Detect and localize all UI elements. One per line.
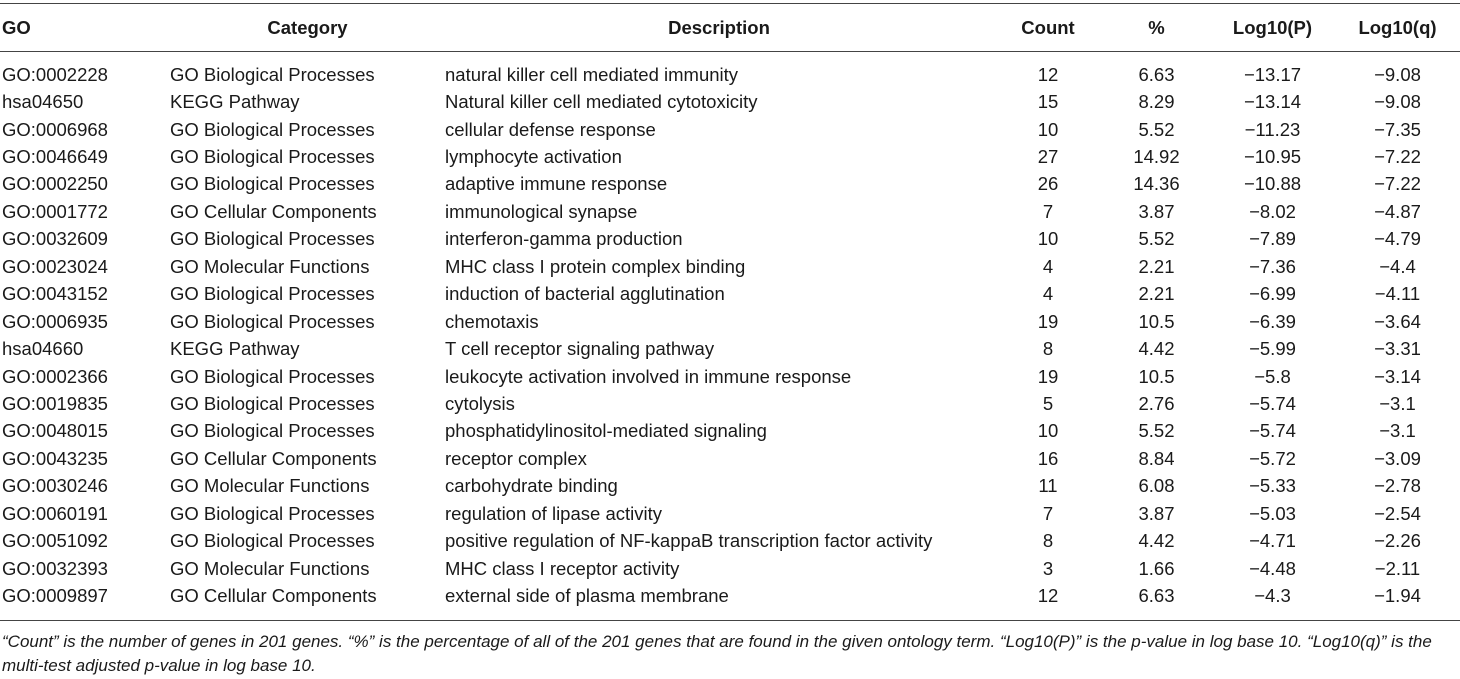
log10p-cell: −5.74 (1249, 392, 1296, 414)
percent-cell: 6.08 (1138, 475, 1175, 497)
table-row (0, 582, 1460, 609)
table-row (0, 527, 1460, 554)
log10q-cell: −4.79 (1374, 228, 1421, 250)
log10p-cell: −5.74 (1249, 420, 1296, 442)
log10q-cell: −7.22 (1374, 146, 1421, 168)
description-cell: interferon-gamma production (445, 228, 683, 250)
table-row (0, 363, 1460, 390)
table-row (0, 226, 1460, 253)
log10p-cell: −10.95 (1243, 146, 1302, 168)
table-row (0, 445, 1460, 472)
description-cell: chemotaxis (445, 310, 539, 332)
go-id-cell: GO:0032393 (2, 557, 108, 579)
table-row (0, 555, 1460, 582)
count-cell: 3 (1042, 557, 1054, 579)
count-cell: 12 (1037, 63, 1059, 85)
log10p-cell: −7.36 (1249, 255, 1296, 277)
category-cell: GO Biological Processes (170, 283, 375, 305)
description-cell: cellular defense response (445, 118, 656, 140)
log10q-cell: −9.08 (1374, 91, 1421, 113)
category-cell: GO Biological Processes (170, 63, 375, 85)
table-row (0, 500, 1460, 527)
category-cell: GO Biological Processes (170, 173, 375, 195)
count-cell: 11 (1038, 475, 1058, 497)
percent-cell: 3.87 (1138, 200, 1175, 222)
description-cell: MHC class I receptor activity (445, 557, 680, 579)
go-id-cell: GO:0006968 (2, 118, 108, 140)
count-cell: 10 (1037, 228, 1059, 250)
header-category: Category (267, 16, 348, 38)
count-cell: 8 (1042, 530, 1054, 552)
count-cell: 10 (1037, 118, 1059, 140)
category-cell: GO Biological Processes (170, 310, 375, 332)
table-row (0, 198, 1460, 225)
go-enrichment-table (0, 4, 1460, 610)
percent-cell: 10.5 (1138, 310, 1175, 332)
log10q-cell: −7.22 (1374, 173, 1421, 195)
category-cell: GO Biological Processes (170, 228, 375, 250)
count-cell: 7 (1042, 502, 1054, 524)
count-cell: 7 (1042, 200, 1054, 222)
log10q-cell: −4.87 (1374, 200, 1421, 222)
count-cell: 5 (1042, 392, 1054, 414)
go-id-cell: GO:0051092 (2, 530, 108, 552)
description-cell: adaptive immune response (445, 173, 668, 195)
go-id-cell: GO:0019835 (2, 392, 108, 414)
percent-cell: 10.5 (1138, 365, 1175, 387)
log10p-cell: −5.72 (1249, 447, 1296, 469)
table-row (0, 51, 1460, 88)
log10q-cell: −3.1 (1379, 392, 1416, 414)
log10p-cell: −13.17 (1243, 63, 1302, 85)
description-cell: phosphatidylinositol-mediated signaling (445, 420, 767, 442)
percent-cell: 5.52 (1138, 118, 1175, 140)
description-cell: leukocyte activation involved in immune response (445, 365, 852, 387)
category-cell: GO Biological Processes (170, 146, 375, 168)
go-id-cell: GO:0043152 (2, 283, 108, 305)
log10p-cell: −10.88 (1243, 173, 1302, 195)
table-row (0, 473, 1460, 500)
description-cell: T cell receptor signaling pathway (445, 338, 715, 360)
category-cell: GO Biological Processes (170, 392, 375, 414)
category-cell: GO Biological Processes (170, 365, 375, 387)
log10p-cell: −6.99 (1249, 283, 1296, 305)
table-row (0, 308, 1460, 335)
go-id-cell: GO:0032609 (2, 228, 108, 250)
category-cell: KEGG Pathway (170, 91, 300, 113)
log10p-cell: −5.03 (1249, 502, 1296, 524)
go-id-cell: GO:0023024 (2, 255, 108, 277)
percent-cell: 14.36 (1133, 173, 1180, 195)
go-id-cell: GO:0030246 (2, 475, 108, 497)
description-cell: MHC class I protein complex binding (445, 255, 746, 277)
percent-cell: 3.87 (1138, 502, 1175, 524)
table-row (0, 253, 1460, 280)
log10q-cell: −2.78 (1374, 475, 1421, 497)
header-percent: % (1148, 16, 1165, 38)
table-footnote: “Count” is the number of genes in 201 genes. “%” is the percentage of all of the 201 genes that are found in the given ontology term. “Log10(P)” is the p-value in log base 10. “Log10(q)” is the multi-test adjusted p-value in log base 10. (2, 632, 1432, 675)
go-id-cell: hsa04660 (2, 338, 84, 360)
description-cell: induction of bacterial agglutination (445, 283, 725, 305)
header-description: Description (668, 16, 770, 38)
count-cell: 26 (1037, 173, 1059, 195)
log10q-cell: −2.54 (1374, 502, 1421, 524)
count-cell: 15 (1037, 91, 1059, 113)
log10q-cell: −3.31 (1374, 338, 1421, 360)
log10p-cell: −4.48 (1249, 557, 1296, 579)
log10p-cell: −6.39 (1249, 310, 1296, 332)
table-row (0, 143, 1460, 170)
description-cell: immunological synapse (445, 200, 638, 222)
table-row (0, 88, 1460, 115)
log10q-cell: −2.26 (1374, 530, 1421, 552)
description-cell: receptor complex (445, 447, 587, 469)
category-cell: KEGG Pathway (170, 338, 300, 360)
go-id-cell: hsa04650 (2, 91, 84, 113)
go-id-cell: GO:0043235 (2, 447, 108, 469)
log10q-cell: −4.11 (1374, 283, 1421, 305)
category-cell: GO Molecular Functions (170, 255, 370, 277)
log10q-cell: −1.94 (1374, 585, 1421, 607)
log10q-cell: −3.1 (1379, 420, 1416, 442)
log10p-cell: −8.02 (1249, 200, 1296, 222)
category-cell: GO Biological Processes (170, 420, 375, 442)
description-cell: carbohydrate binding (445, 475, 618, 497)
count-cell: 19 (1037, 310, 1059, 332)
table-row (0, 335, 1460, 362)
description-cell: natural killer cell mediated immunity (445, 63, 739, 85)
go-id-cell: GO:0009897 (2, 585, 108, 607)
log10q-cell: −7.35 (1374, 118, 1421, 140)
log10p-cell: −7.89 (1249, 228, 1296, 250)
log10q-cell: −3.09 (1374, 447, 1421, 469)
log10q-cell: −4.4 (1379, 255, 1416, 277)
percent-cell: 8.84 (1138, 447, 1175, 469)
percent-cell: 6.63 (1138, 63, 1175, 85)
table-row (0, 390, 1460, 417)
header-count: Count (1021, 16, 1075, 38)
percent-cell: 2.76 (1138, 392, 1175, 414)
go-id-cell: GO:0002250 (2, 173, 108, 195)
category-cell: GO Cellular Components (170, 585, 377, 607)
percent-cell: 5.52 (1138, 420, 1175, 442)
category-cell: GO Cellular Components (170, 200, 377, 222)
count-cell: 8 (1042, 338, 1054, 360)
count-cell: 16 (1037, 447, 1059, 469)
log10q-cell: −9.08 (1374, 63, 1421, 85)
percent-cell: 5.52 (1138, 228, 1175, 250)
category-cell: GO Molecular Functions (170, 475, 370, 497)
count-cell: 27 (1037, 146, 1059, 168)
log10p-cell: −11.23 (1244, 118, 1301, 140)
log10p-cell: −5.8 (1254, 365, 1291, 387)
log10p-cell: −4.71 (1249, 530, 1296, 552)
header-row (0, 4, 1460, 51)
category-cell: GO Biological Processes (170, 502, 375, 524)
log10q-cell: −3.64 (1374, 310, 1421, 332)
header-go: GO (2, 16, 31, 38)
go-id-cell: GO:0060191 (2, 502, 108, 524)
percent-cell: 2.21 (1138, 283, 1175, 305)
table-row (0, 418, 1460, 445)
description-cell: cytolysis (445, 392, 515, 414)
go-id-cell: GO:0046649 (2, 146, 108, 168)
count-cell: 19 (1037, 365, 1059, 387)
go-id-cell: GO:0001772 (2, 200, 108, 222)
category-cell: GO Biological Processes (170, 530, 375, 552)
log10p-cell: −5.33 (1249, 475, 1296, 497)
description-cell: lymphocyte activation (445, 146, 622, 168)
header-log10q: Log10(q) (1358, 16, 1437, 38)
log10p-cell: −5.99 (1249, 338, 1296, 360)
percent-cell: 2.21 (1138, 255, 1175, 277)
table-body (0, 51, 1460, 610)
description-cell: positive regulation of NF-kappaB transcription factor activity (445, 530, 933, 552)
go-id-cell: GO:0006935 (2, 310, 108, 332)
go-id-cell: GO:0002228 (2, 63, 108, 85)
table-row (0, 171, 1460, 198)
header-log10p: Log10(P) (1232, 16, 1313, 38)
log10q-cell: −3.14 (1374, 365, 1421, 387)
category-cell: GO Cellular Components (170, 447, 377, 469)
go-id-cell: GO:0002366 (2, 365, 108, 387)
count-cell: 4 (1042, 255, 1054, 277)
go-id-cell: GO:0048015 (2, 420, 108, 442)
description-cell: regulation of lipase activity (445, 502, 662, 524)
percent-cell: 6.63 (1138, 585, 1175, 607)
category-cell: GO Biological Processes (170, 118, 375, 140)
count-cell: 4 (1042, 283, 1054, 305)
log10q-cell: −2.11 (1374, 557, 1421, 579)
percent-cell: 8.29 (1138, 91, 1175, 113)
log10p-cell: −4.3 (1254, 585, 1291, 607)
percent-cell: 1.66 (1138, 557, 1175, 579)
percent-cell: 4.42 (1138, 338, 1175, 360)
count-cell: 12 (1037, 585, 1059, 607)
percent-cell: 14.92 (1133, 146, 1180, 168)
description-cell: external side of plasma membrane (445, 585, 729, 607)
table-row (0, 116, 1460, 143)
description-cell: Natural killer cell mediated cytotoxicity (445, 91, 758, 113)
log10p-cell: −13.14 (1243, 91, 1302, 113)
category-cell: GO Molecular Functions (170, 557, 370, 579)
percent-cell: 4.42 (1138, 530, 1175, 552)
table-row (0, 281, 1460, 308)
table-bottom-rule (0, 620, 1460, 621)
count-cell: 10 (1037, 420, 1059, 442)
